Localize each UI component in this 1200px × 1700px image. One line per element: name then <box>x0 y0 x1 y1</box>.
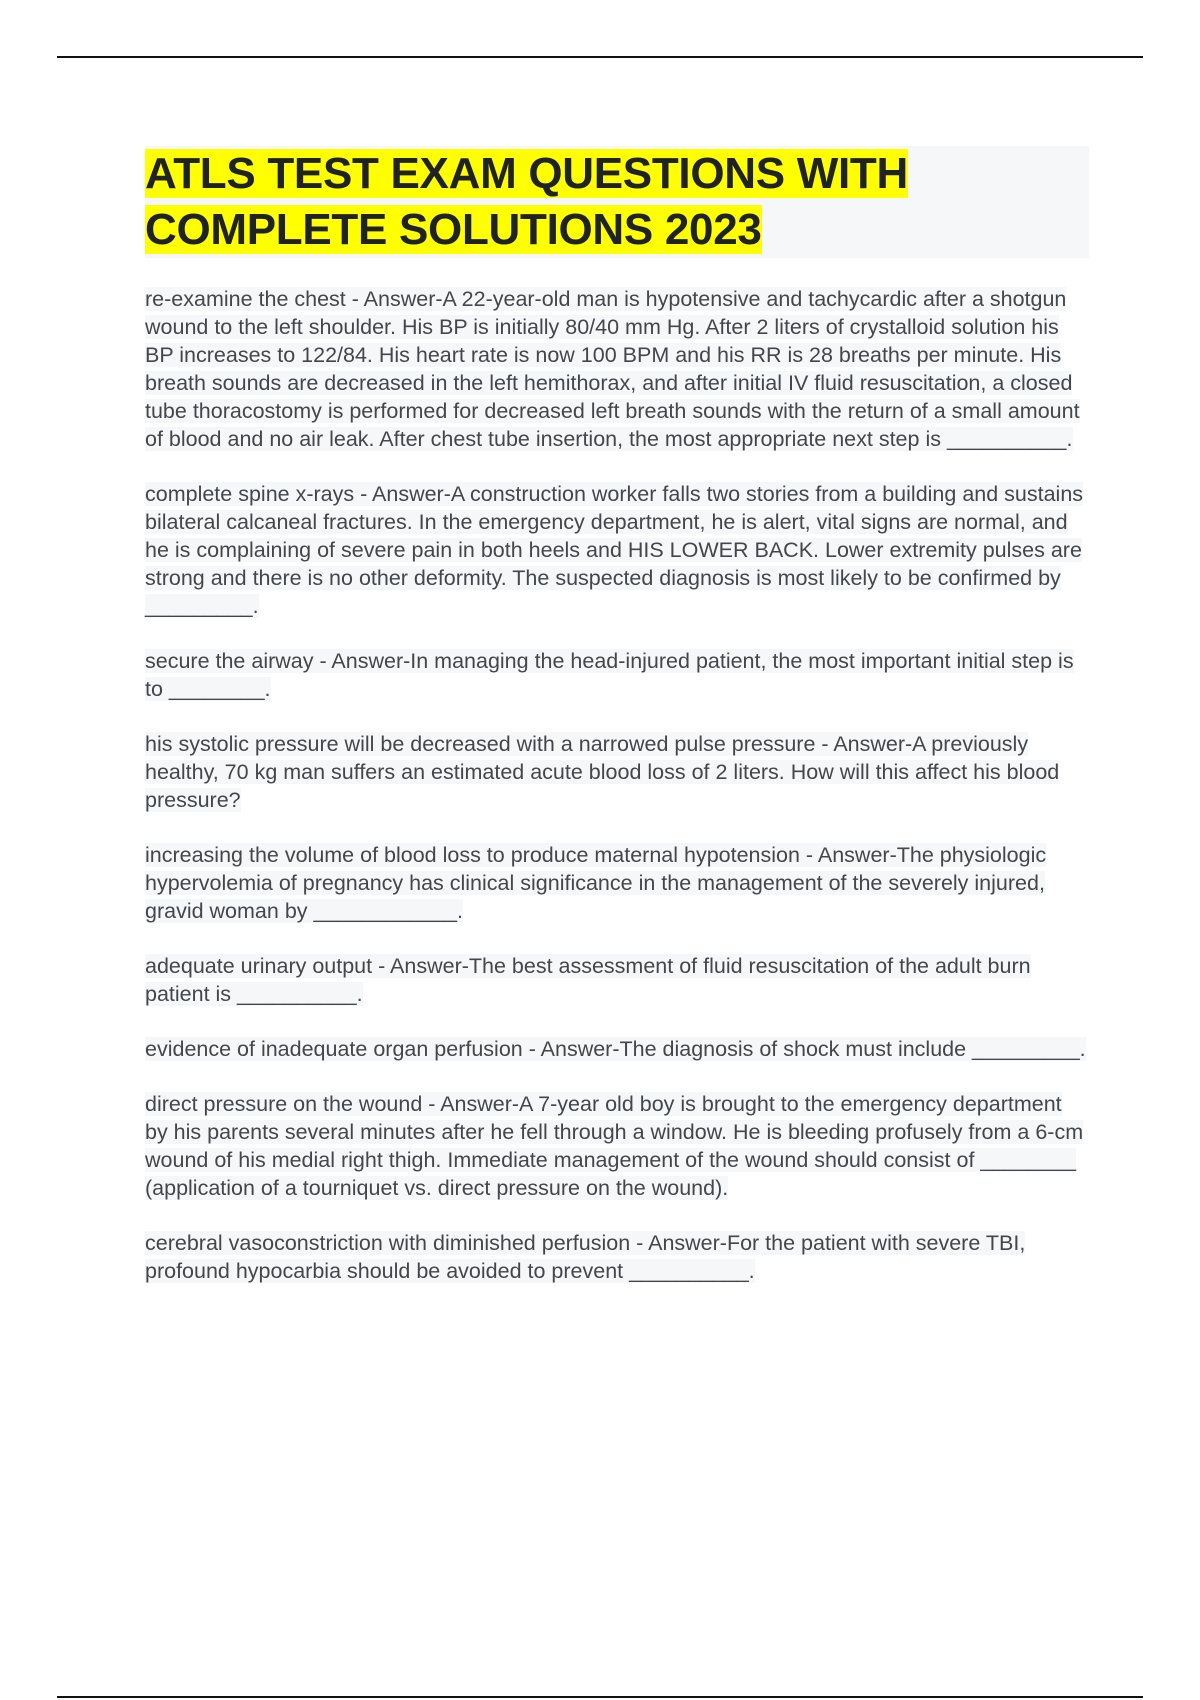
top-rule <box>57 56 1143 58</box>
bottom-rule <box>57 1696 1143 1698</box>
qa-entry-text: evidence of inadequate organ perfusion - Answer-The diagnosis of shock must include _________. <box>145 1037 1086 1061</box>
qa-entry-4 <box>145 730 1089 814</box>
qa-entry-text: his systolic pressure will be decreased with a narrowed pulse pressure - Answer-A previously healthy, 70 kg man suffers an estimated acute blood loss of 2 liters. How will this affect his blood pressure? <box>145 732 1060 812</box>
qa-entry-6 <box>145 952 1089 1008</box>
qa-entry-3 <box>145 647 1089 703</box>
qa-entry-9 <box>145 1229 1089 1285</box>
qa-entry-text: re-examine the chest - Answer-A 22-year-old man is hypotensive and tachycardic after a shotgun wound to the left shoulder. His BP is initially 80/40 mm Hg. After 2 liters of crystalloid solution his BP increases to 122/84. His heart rate is now 100 BPM and his RR is 28 breaths per minute. His breath sounds are decreased in the left hemithorax, and after initial IV fluid resuscitation, a closed tube thoracostomy is performed for decreased left breath sounds with the return of a small amount of blood and no air leak. After chest tube insertion, the most appropriate next step is __________. <box>145 287 1080 451</box>
qa-entry-text: cerebral vasoconstriction with diminished perfusion - Answer-For the patient with severe TBI, profound hypocarbia should be avoided to prevent __________. <box>145 1231 1026 1283</box>
qa-entry-8 <box>145 1090 1089 1202</box>
qa-entry-1 <box>145 285 1089 453</box>
qa-entry-5 <box>145 841 1089 925</box>
qa-entry-text: complete spine x-rays - Answer-A construction worker falls two stories from a building and sustains bilateral calcaneal fractures. In the emergency department, he is alert, vital signs are normal, and he is complaining of severe pain in both heels and HIS LOWER BACK. Lower extremity pulses are strong and there is no other deformity. The suspected diagnosis is most likely to be confirmed by _________. <box>145 482 1084 618</box>
document-title <box>145 146 1089 258</box>
qa-entry-text: increasing the volume of blood loss to produce maternal hypotension - Answer-The physiologic hypervolemia of pregnancy has clinical significance in the management of the severely injured, gravid woman by ____________. <box>145 843 1047 923</box>
qa-entry-text: adequate urinary output - Answer-The best assessment of fluid resuscitation of the adult burn patient is __________. <box>145 954 1031 1006</box>
document-title-text: ATLS TEST EXAM QUESTIONS WITH COMPLETE SOLUTIONS 2023 <box>145 149 908 254</box>
qa-entry-7 <box>145 1035 1089 1063</box>
qa-entry-text: secure the airway - Answer-In managing the head-injured patient, the most important initial step is to ________. <box>145 649 1074 701</box>
qa-entry-text: direct pressure on the wound - Answer-A 7-year old boy is brought to the emergency department by his parents several minutes after he fell through a window. He is bleeding profusely from a 6-cm wound of his medial right thigh. Immediate management of the wound should consist of ________ (application of a tourniquet vs. direct pressure on the wound). <box>145 1092 1084 1200</box>
document-body <box>145 146 1089 1312</box>
qa-entry-2 <box>145 480 1089 620</box>
title-block <box>145 146 1089 258</box>
